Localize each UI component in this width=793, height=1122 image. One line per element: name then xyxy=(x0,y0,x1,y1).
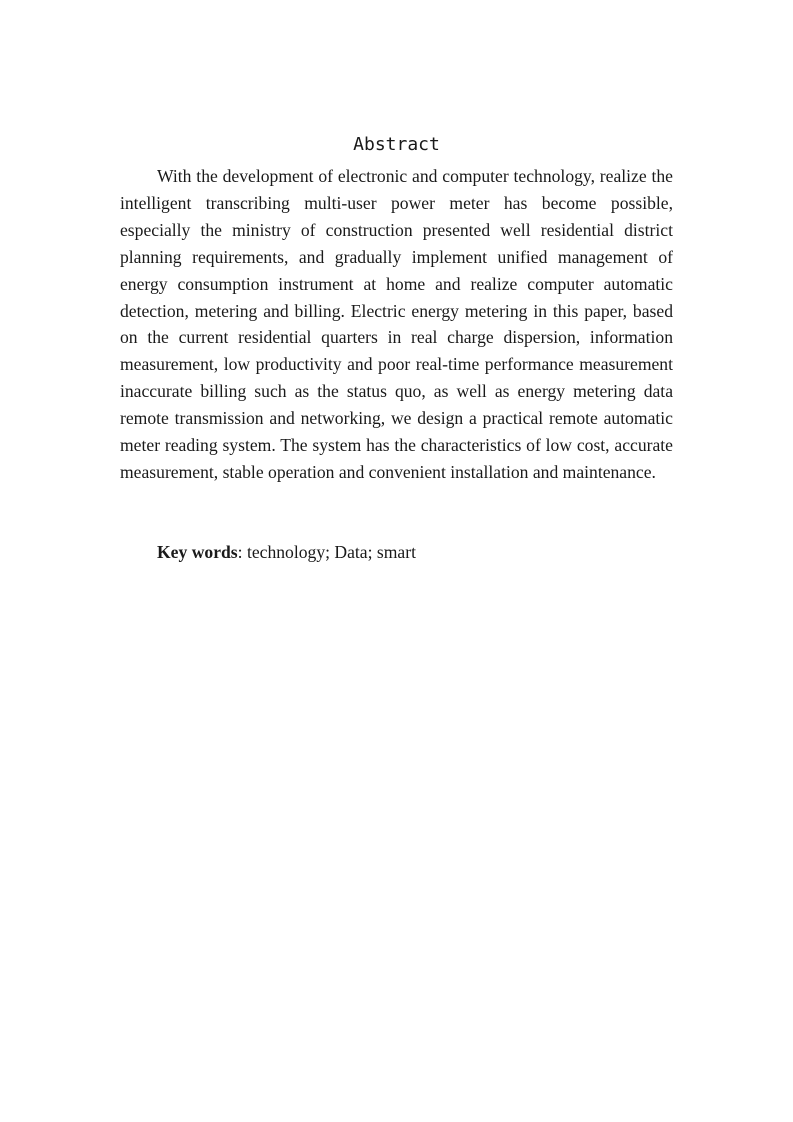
keywords-label: Key words xyxy=(157,542,238,562)
keywords-text: technology; Data; smart xyxy=(246,542,416,562)
abstract-body: With the development of electronic and computer technology, realize the intelligent transcribing multi-user power meter has become possible, especially the ministry of construction presented well residential district planning requirements, and gradually implement unified management of energy consumption instrument at home and realize computer automatic detection, metering and billing. Electric energy metering in this paper, based on the current residential quarters in real charge dispersion, information measurement, low productivity and poor real-time performance measurement inaccurate billing such as the status quo, as well as energy metering data remote transmission and networking, we design a practical remote automatic meter reading system. The system has the characteristics of low cost, accurate measurement, stable operation and convenient installation and maintenance. xyxy=(120,166,673,482)
keywords-line xyxy=(157,539,677,565)
keywords-separator: : xyxy=(237,542,247,562)
abstract-title: Abstract xyxy=(353,134,440,155)
